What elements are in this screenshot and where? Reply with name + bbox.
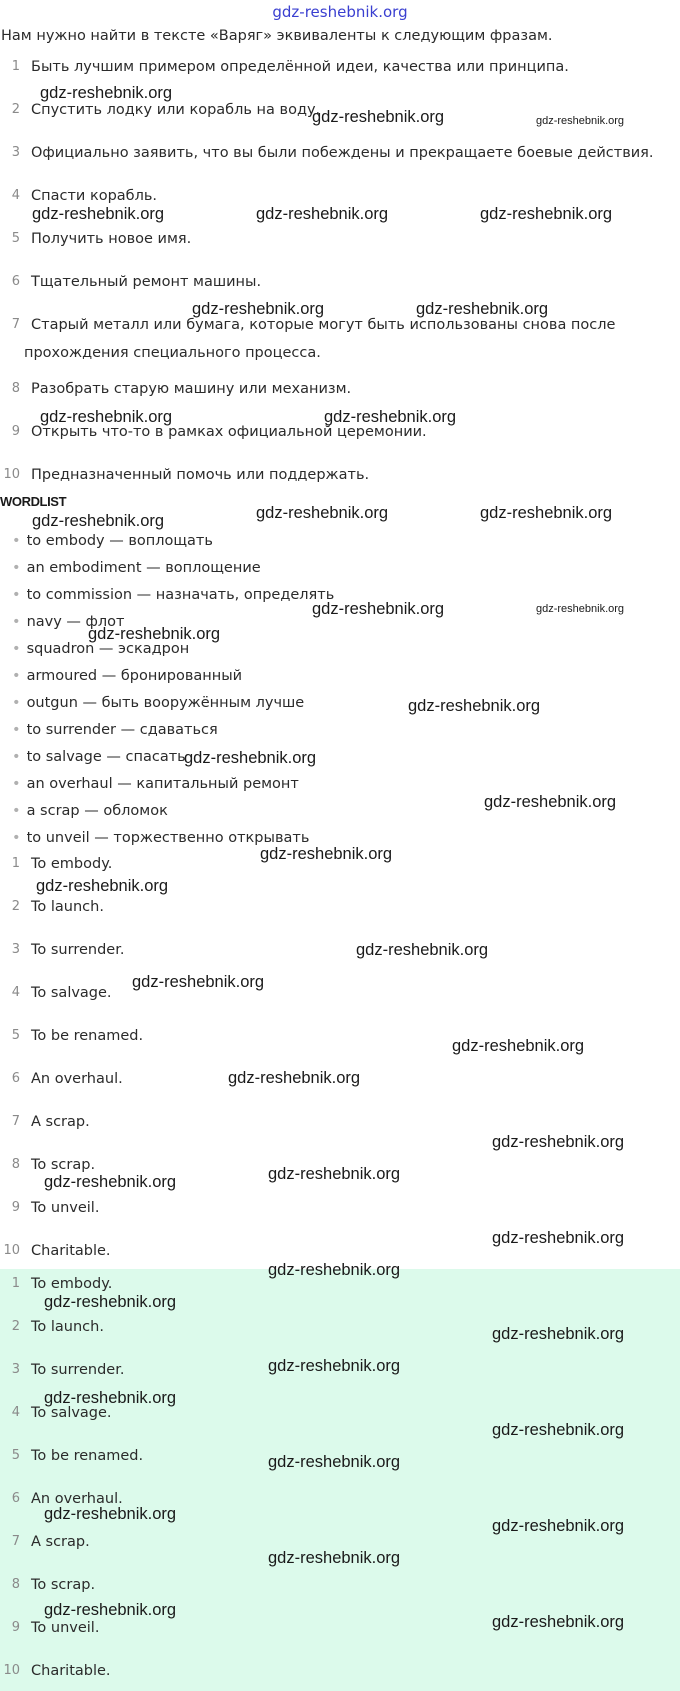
task-text: Разобрать старую машину или механизм. [31, 381, 352, 397]
watermark: gdz-reshebnik.org [536, 603, 625, 615]
wordlist-item: • navy — флот [12, 614, 125, 630]
watermark: gdz-reshebnik.org [40, 408, 173, 426]
watermark: gdz-reshebnik.org [452, 1037, 585, 1055]
watermark: gdz-reshebnik.org [484, 793, 617, 811]
watermark: gdz-reshebnik.org [268, 1261, 401, 1279]
task-text: Старый металл или бумага, которые могут быть использованы снова после [31, 317, 616, 333]
wordlist-item: • squadron — эскадрон [12, 641, 190, 657]
task-text: Спустить лодку или корабль на воду. [31, 102, 321, 118]
task-number: 3 [11, 145, 20, 160]
intro-text: Нам нужно найти в тексте «Варяг» эквиваленты к следующим фразам. [1, 28, 553, 44]
bullet-icon: • [12, 533, 21, 549]
watermark: gdz-reshebnik.org [312, 600, 445, 618]
watermark: gdz-reshebnik.org [536, 115, 625, 127]
task-number: 2 [11, 102, 20, 117]
watermark: gdz-reshebnik.org [184, 749, 317, 767]
watermark: gdz-reshebnik.org [356, 941, 489, 959]
task-number: 6 [11, 274, 20, 289]
watermark: gdz-reshebnik.org [256, 504, 389, 522]
wordlist-heading: WORDLIST [0, 494, 67, 509]
watermark: gdz-reshebnik.org [32, 205, 165, 223]
watermark: gdz-reshebnik.org [312, 108, 445, 126]
watermark: gdz-reshebnik.org [36, 877, 169, 895]
watermark: gdz-reshebnik.org [492, 1133, 625, 1151]
watermark: gdz-reshebnik.org [44, 1505, 177, 1523]
wordlist-item: • an overhaul — капитальный ремонт [12, 776, 299, 792]
bullet-icon: • [12, 830, 21, 846]
watermark: gdz-reshebnik.org [268, 1357, 401, 1375]
watermark: gdz-reshebnik.org [324, 408, 457, 426]
bullet-icon: • [12, 668, 21, 684]
watermark: gdz-reshebnik.org [480, 205, 613, 223]
watermark: gdz-reshebnik.org [492, 1613, 625, 1631]
bullet-icon: • [12, 641, 21, 657]
task-text: прохождения специального процесса. [24, 345, 321, 361]
wordlist-item: • an embodiment — воплощение [12, 560, 261, 576]
task-text: Спасти корабль. [31, 188, 158, 204]
watermark: gdz-reshebnik.org [40, 84, 173, 102]
watermark: gdz-reshebnik.org [492, 1517, 625, 1535]
bullet-icon: • [12, 776, 21, 792]
task-text: Тщательный ремонт машины. [31, 274, 262, 290]
answer-panel: 1 To embody. 2 To launch. 3 To surrender. 4 To salvage. 5 To be renamed. 6 An overhaul. 7 A scrap. 8 To scrap. 9 To unveil. 10 Charitable. [0, 1269, 680, 1691]
wordlist-item: • outgun — быть вооружённым лучше [12, 695, 305, 711]
watermark: gdz-reshebnik.org [44, 1601, 177, 1619]
task-number: 8 [11, 381, 20, 396]
bullet-icon: • [12, 722, 21, 738]
bullet-icon: • [12, 560, 21, 576]
watermark: gdz-reshebnik.org [492, 1325, 625, 1343]
wordlist-item: • to commission — назначать, определять [12, 587, 335, 603]
watermark: gdz-reshebnik.org [492, 1229, 625, 1247]
wordlist-item: • a scrap — обломок [12, 803, 168, 819]
watermark: gdz-reshebnik.org [44, 1173, 177, 1191]
watermark: gdz-reshebnik.org [268, 1453, 401, 1471]
bullet-icon: • [12, 749, 21, 765]
watermark: gdz-reshebnik.org [256, 205, 389, 223]
watermark: gdz-reshebnik.org [408, 697, 541, 715]
wordlist-item: • to embody — воплощать [12, 533, 213, 549]
watermark: gdz-reshebnik.org [416, 300, 549, 318]
wordlist-item: • to salvage — спасать [12, 749, 186, 765]
task-text: Предназначенный помочь или поддержать. [31, 467, 370, 483]
watermark: gdz-reshebnik.org [32, 512, 165, 530]
wordlist-item: • to unveil — торжественно открывать [12, 830, 310, 846]
task-number: 5 [11, 231, 20, 246]
watermark: gdz-reshebnik.org [480, 504, 613, 522]
task-number: 9 [11, 424, 20, 439]
watermark: gdz-reshebnik.org [268, 1549, 401, 1567]
wordlist-item: • to surrender — сдаваться [12, 722, 218, 738]
task-text: Официально заявить, что вы были побеждены и прекращаете боевые действия. [31, 145, 654, 161]
watermark: gdz-reshebnik.org [260, 845, 393, 863]
watermark: gdz-reshebnik.org [44, 1389, 177, 1407]
wordlist-item: • armoured — бронированный [12, 668, 243, 684]
watermark: gdz-reshebnik.org [268, 1165, 401, 1183]
watermark: gdz-reshebnik.org [228, 1069, 361, 1087]
task-number: 10 [3, 467, 20, 482]
bullet-icon: • [12, 695, 21, 711]
task-text: Открыть что-то в рамках официальной церемонии. [31, 424, 427, 440]
task-text: Получить новое имя. [31, 231, 192, 247]
task-number: 4 [11, 188, 20, 203]
bullet-icon: • [12, 803, 21, 819]
task-number: 7 [11, 317, 20, 332]
bullet-icon: • [12, 614, 21, 630]
watermark: gdz-reshebnik.org [492, 1421, 625, 1439]
task-number: 1 [11, 59, 20, 74]
watermark: gdz-reshebnik.org [88, 625, 221, 643]
bullet-icon: • [12, 587, 21, 603]
task-text: Быть лучшим примером определённой идеи, качества или принципа. [31, 59, 569, 75]
watermark: gdz-reshebnik.org [132, 973, 265, 991]
site-logo[interactable]: gdz-reshebnik.org [272, 3, 408, 21]
watermark: gdz-reshebnik.org [192, 300, 325, 318]
watermark: gdz-reshebnik.org [44, 1293, 177, 1311]
